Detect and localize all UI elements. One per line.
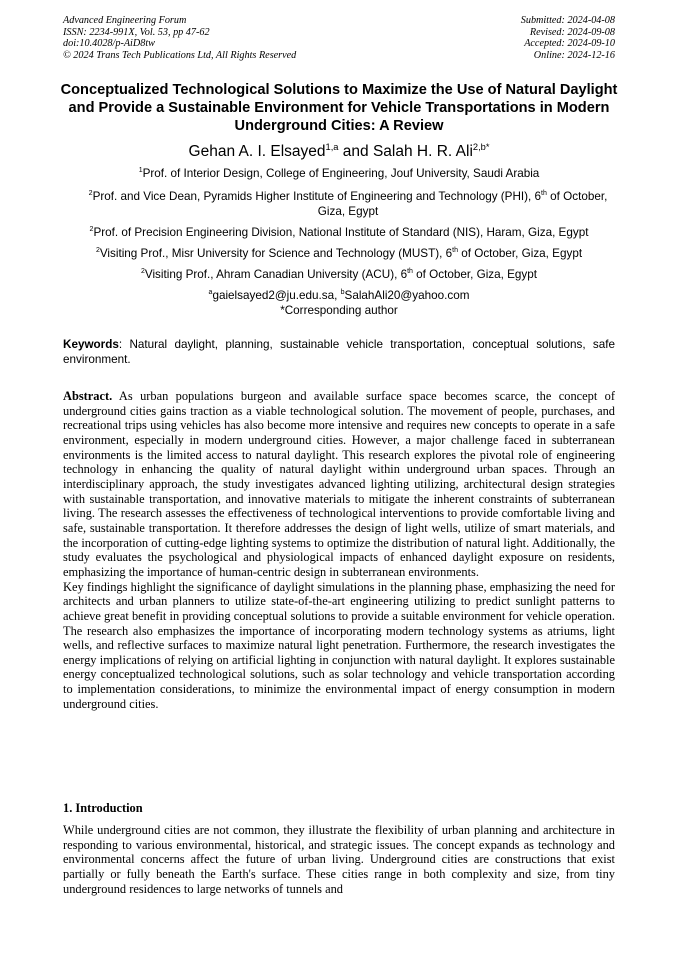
abstract-paragraph-2: Key findings highlight the significance of daylight simulations in the planning phase, emphasizing the need for architects and urban planners to utilize state-of-the-art engineering utilizing to predict sunlight patterns to achieve great benefit in providing conceptual solutions to provide a suitable environment for vehicle operation. The research also emphasizes the importance of incorporating modern technology systems as atriums, light wells, and reflective surfaces to maximize natural light penetration. Furthermore, the research investigates the energy implications of relying on artificial lighting in conjunction with natural daylight. It explores sustainable energy conceptualized technological solutions, such as solar technology and vehicle transportation according to implementation considerations, to minimize the environmental impact of energy consumption in modern underground cities.	[63, 579, 615, 711]
journal-doi: doi:10.4028/p-AiD8tw	[63, 38, 155, 50]
affiliation-2-text: Prof. and Vice Dean, Pyramids Higher Institute of Engineering and Technology (PHI), 6th of October, Giza, Egypt	[92, 190, 608, 218]
date-revised: Revised: 2024-09-08	[529, 26, 615, 38]
submission-dates	[521, 15, 615, 61]
affiliation-2	[78, 189, 618, 219]
date-online: Online: 2024-12-16	[533, 49, 615, 61]
affiliation-2-sup: 2	[88, 190, 93, 198]
author-1: Gehan A. I. Elsayed	[188, 143, 326, 160]
affiliation-3	[60, 225, 618, 240]
author-1-sup: 1,a	[325, 141, 339, 152]
affiliation-5-sup: 2	[140, 268, 145, 276]
journal-issn: ISSN: 2234-991X, Vol. 53, pp 47-62	[63, 26, 210, 38]
affiliation-4	[60, 246, 618, 261]
affiliation-3-sup: 2	[89, 226, 94, 234]
date-submitted: Submitted: 2024-04-08	[520, 15, 615, 26]
email-b[interactable]: SalahAli20@yahoo.com	[344, 289, 470, 302]
email-a-sup: a	[208, 289, 213, 297]
abstract-label: Abstract.	[63, 389, 113, 403]
introduction-text: While underground cities are not common, they illustrate the flexibility of urban planning and architecture in responding to various environmental, historical, and strategic issues. The concept expands as technology and environmental concerns affect the future of urban living. Underground cities are constructions that exist partially or fully beneath the Earth's surface. These cities range in both complexity and size, from tiny underground residences to large networks of tunnels and	[63, 823, 615, 896]
abstract	[63, 389, 615, 711]
journal-info	[63, 15, 296, 61]
email-a[interactable]: gaielsayed2@ju.edu.sa	[212, 289, 335, 302]
author-2-sup: 2,b*	[472, 141, 490, 152]
date-accepted: Accepted: 2024-09-10	[524, 38, 615, 50]
affiliation-3-text: Prof. of Precision Engineering Division, National Institute of Standard (NIS), Haram, Giza, Egypt	[93, 226, 589, 239]
abstract-paragraph-1	[63, 389, 615, 580]
author-line	[0, 143, 678, 161]
affiliation-4-sup: 2	[95, 247, 100, 255]
keywords	[63, 337, 615, 367]
abstract-p1-text: As urban populations burgeon and available surface space becomes scarce, the concept of underground cities gains traction as a viable technological solution. The movement of people, purchases, and recreational trips using vehicles has also become more intensive and requires new concepts to operate in a safe environment, especially in modern underground cities. However, a major challenge faced in subterranean environments is the limited access to natural daylight. This research explores the pivotal role of engineering technology in enhancing the quality of natural daylight within underground urban spaces. Through an interdisciplinary approach, the study investigates advanced lighting utilizing, architectural design strategies with sustainable transportation, and innovative materials to mitigate the inherent constraints of subterranean living. The research assesses the effectiveness of technological interventions to provide comfortable living and safe, sustainable transportation. It therefore addresses the design of light wells, utilize of smart materials, and the incorporation of cutting-edge lighting systems to optimize the distribution of natural light. Additionally, the study evaluates the psychological and physiological impacts of enhanced daylight exposure on residents, emphasizing the importance of human-centric design in subterranean environments.	[63, 389, 615, 579]
keywords-label: Keywords	[63, 338, 119, 351]
keywords-text: : Natural daylight, planning, sustainable vehicle transportation, conceptual solutions, safe environment.	[63, 338, 615, 366]
corresponding-author-note: *Corresponding author	[280, 304, 398, 317]
journal-copyright: © 2024 Trans Tech Publications Ltd, All Rights Reserved	[63, 49, 297, 61]
email-separator: ,	[334, 289, 341, 302]
affiliation-5	[60, 267, 618, 282]
section-heading: 1. Introduction	[63, 801, 143, 815]
affiliation-4-text: Visiting Prof., Misr University for Science and Technology (MUST), 6th of October, Giza, Egypt	[99, 247, 583, 260]
affiliation-1	[60, 166, 618, 181]
author-emails	[60, 288, 618, 303]
email-b-sup: b	[340, 289, 345, 297]
journal-name: Advanced Engineering Forum	[63, 15, 187, 26]
affiliation-1-sup: 1	[138, 167, 143, 175]
author-2: Salah H. R. Ali	[372, 143, 473, 160]
author-and: and	[338, 143, 373, 160]
affiliation-5-text: Visiting Prof., Ahram Canadian University (ACU), 6th of October, Giza, Egypt	[144, 268, 538, 281]
affiliation-1-text: Prof. of Interior Design, College of Engineering, Jouf University, Saudi Arabia	[142, 167, 540, 180]
paper-title: Conceptualized Technological Solutions to Maximize the Use of Natural Daylight and Provide a Sustainable Environment for Vehicle Transportations in Modern Underground Cities: A Review	[60, 82, 618, 135]
